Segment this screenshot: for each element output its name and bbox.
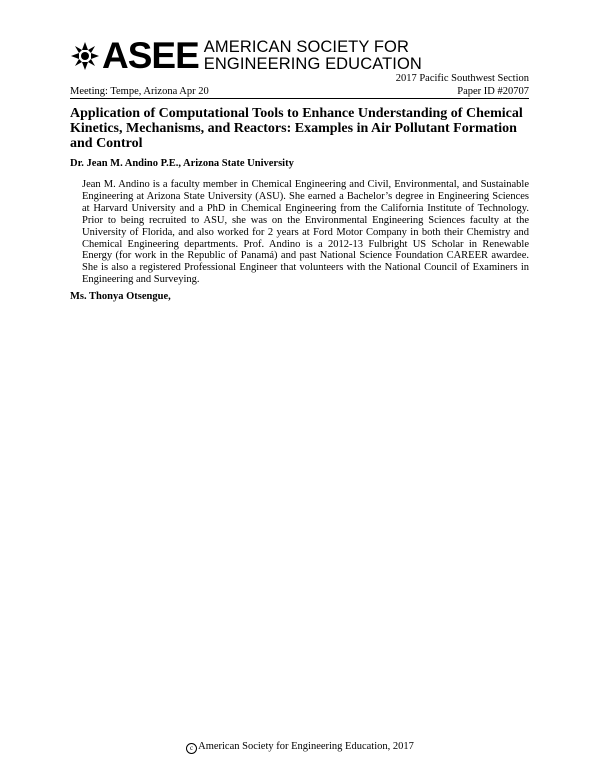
author-name: Ms. Thonya Otsengue,: [70, 291, 171, 302]
meeting-info-row: [70, 86, 529, 99]
author-bio: Jean M. Andino is a faculty member in Chemical Engineering and Civil, Environmental, and Sustainable Engineering at Arizona State University (ASU). She earned a Bachelor’s degree in Engineering Sciences at Harvard University and a PhD in Chemical Engineering from the California Institute of Technology. Prior to being recruited to ASU, she was on the Environmental Engineering Sciences faculty at the University of Florida, and also worked for 2 years at Ford Motor Company in both their Chemistry and Chemical Engineering departments. Prof. Andino is a 2012-13 Fulbright US Scholar in Renewable Energy (for work in the Republic of Panamá) and past National Science Foundation CAREER awardee. She is also a registered Professional Engineer that volunteers with the National Council of Examiners in Engineering and Surveying.: [82, 179, 529, 286]
copyright-icon: c: [186, 743, 197, 754]
section-label: 2017 Pacific Southwest Section: [395, 73, 529, 84]
author-name: Dr. Jean M. Andino P.E., Arizona State University: [70, 158, 294, 169]
copyright-footer: [0, 741, 600, 754]
logo-wordmark: [204, 39, 422, 73]
asee-logo: [70, 36, 422, 76]
logo-line-1: AMERICAN SOCIETY FOR: [203, 38, 409, 56]
logo-abbrev: ASEE: [102, 35, 199, 76]
asee-emblem-icon: [70, 41, 100, 71]
logo-line-2: ENGINEERING EDUCATION: [203, 55, 422, 73]
meeting-location: Meeting: Tempe, Arizona Apr 20: [70, 86, 209, 97]
copyright-text: American Society for Engineering Education, 2017: [198, 741, 414, 752]
paper-title: Application of Computational Tools to Enhance Understanding of Chemical Kinetics, Mechanisms, and Reactors: Examples in Air Pollutant Formation and Control: [70, 106, 523, 151]
paper-id: Paper ID #20707: [457, 86, 529, 97]
